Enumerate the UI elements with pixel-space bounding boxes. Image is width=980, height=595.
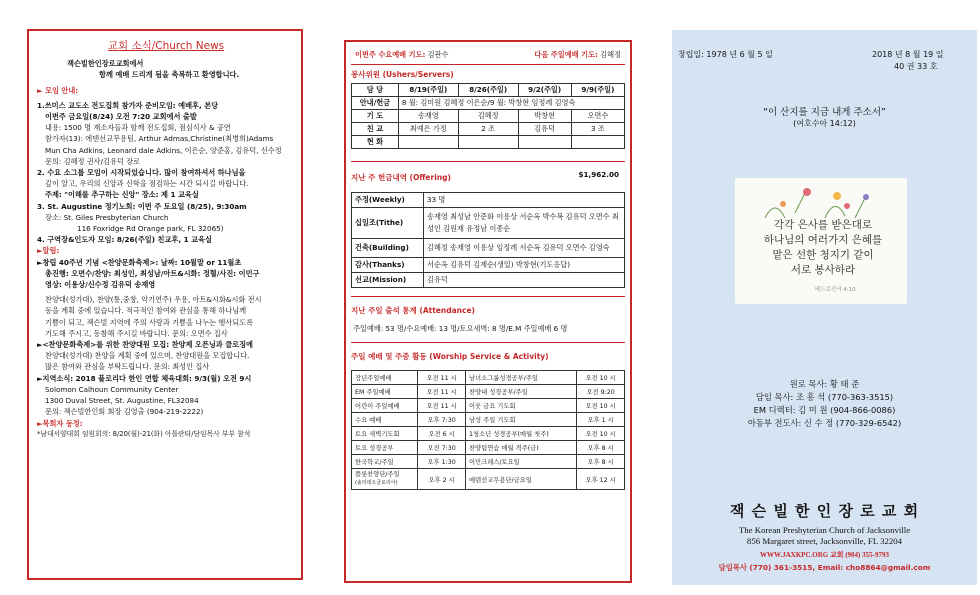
calligraphy-line: 서로 봉사하라 bbox=[790, 264, 856, 276]
church-name-english: The Korean Presbyterian Church of Jacksonville bbox=[738, 525, 911, 535]
table-cell: 1청소년 성경공부(매월 첫주) bbox=[465, 427, 576, 441]
table-cell: 오전 11 시 bbox=[418, 399, 466, 413]
table-cell: 3 조 bbox=[571, 123, 624, 136]
table-header: 담 당 bbox=[352, 84, 399, 97]
table-cell: 안내/헌금 bbox=[352, 97, 399, 110]
table-row bbox=[352, 413, 625, 427]
church-news-panel bbox=[27, 29, 303, 580]
meeting-item: 1.쓰미스 교도소 전도집회 참가자 준비모임: 예배후, 본당 bbox=[37, 100, 219, 110]
table-row bbox=[352, 427, 625, 441]
table-cell: 오전 11 시 bbox=[418, 371, 466, 385]
worship-table bbox=[351, 370, 625, 490]
table-cell: 오후 1 시 bbox=[577, 413, 625, 427]
notice-item: 찬양대(성가대), 찬양(통,중창, 악기연주) 우용, 아트&시화&시화 전시 bbox=[45, 295, 262, 305]
cover-panel bbox=[672, 30, 977, 585]
table-cell bbox=[458, 136, 518, 149]
staff-line: 원로 목사: 황 태 준 bbox=[789, 379, 860, 389]
meeting-item: 3. St. Augustine 정기노회: 이번 주 토요일 (8/25), 9:30am bbox=[37, 201, 247, 211]
notice-item: 기쁨이 되고, 잭슨빌 지역에 주의 사랑과 기쁨을 나누는 행사되도록 bbox=[45, 317, 254, 327]
news-title: 교회 소식/Church News bbox=[107, 40, 225, 52]
table-cell: 오후 2 시 bbox=[418, 469, 466, 490]
table-cell: 오후 7:30 bbox=[418, 413, 466, 427]
table-cell: 찬양대 성경공부/주일 bbox=[465, 385, 576, 399]
meeting-item: Mun Cha Adkins, Leonard dale Adkins, 이은순, 양준홍, 김유덕, 신수정 bbox=[45, 145, 282, 155]
offering-table bbox=[351, 192, 625, 288]
wed-prayer-value: 김판수 bbox=[427, 50, 449, 59]
calligraphy-line: 하나님의 여러가지 은혜를 bbox=[763, 234, 883, 246]
table-header: 8/19(주일) bbox=[398, 84, 458, 97]
table-cell: 최예은 가정 bbox=[398, 123, 458, 136]
table-cell: 선교(Mission) bbox=[352, 273, 424, 288]
table-row bbox=[352, 258, 625, 273]
table-cell: 건축(Building) bbox=[352, 239, 424, 258]
table-row bbox=[352, 455, 625, 469]
table-header: 9/9(주일) bbox=[571, 84, 624, 97]
table-cell: 오전 10 시 bbox=[577, 399, 625, 413]
table-cell: 박창현 bbox=[518, 110, 571, 123]
table-cell: EM 주일예배 bbox=[352, 385, 418, 399]
table-cell: 현 화 bbox=[352, 136, 399, 149]
table-row bbox=[352, 371, 625, 385]
wed-prayer-label: 이번주 수요예배 기도: bbox=[355, 50, 426, 59]
table-cell: 오후 8 시 bbox=[577, 441, 625, 455]
table-cell: 오후 1:30 bbox=[418, 455, 466, 469]
notice-heading: ►알림: bbox=[37, 246, 60, 256]
notice-item: ►<찬양문화축제>를 위한 찬양대원 모집: 찬양제 오픈닝과 클로징에 bbox=[37, 340, 253, 350]
table-row bbox=[352, 84, 625, 97]
ushers-heading: 봉사위원 (Ushers/Servers) bbox=[351, 70, 454, 79]
table-cell bbox=[518, 136, 571, 149]
table-cell: 토요 성경공부 bbox=[352, 441, 418, 455]
table-cell: 오면수 bbox=[571, 110, 624, 123]
meeting-item: 내용: 1500 명 재소자들과 함께 전도집회, 점심식사 & 공연 bbox=[45, 123, 231, 133]
table-row bbox=[352, 136, 625, 149]
calligraphy-line: 각각 은사를 받은대로 bbox=[774, 219, 872, 231]
table-cell: 토요 새벽기도회 bbox=[352, 427, 418, 441]
table-header: 9/2(주일) bbox=[518, 84, 571, 97]
meeting-item: 이번주 금요일(8/24) 오전 7:20 교회에서 출발 bbox=[45, 112, 197, 122]
table-cell: 찬양팀연습 매월 격주(금) bbox=[465, 441, 576, 455]
meeting-item: 장소: St. Giles Presbyterian Church bbox=[45, 212, 169, 222]
table-cell: 기 도 bbox=[352, 110, 399, 123]
verse-title: “이 산지를 지금 내게 주소서” bbox=[763, 107, 886, 118]
table-cell: 김유덕 bbox=[518, 123, 571, 136]
table-cell: 8 월: 김미원 김혜정 이은순/9 월: 박창현 임정례 김영숙 bbox=[398, 97, 624, 110]
calligraphy-reference: 베드로전서 4:10 bbox=[815, 287, 856, 293]
calligraphy-image bbox=[735, 178, 907, 304]
notice-item: 찬양대(성가대) 찬양을 계획 중에 있으며, 찬양대원을 모집합니다. bbox=[45, 351, 250, 361]
worship-heading: 주일 예배 및 주중 활동 (Worship Service & Activity) bbox=[351, 352, 549, 361]
calligraphy-line: 맡은 선한 청지기 같이 bbox=[772, 249, 874, 261]
table-cell: 한국학교/주일 bbox=[352, 455, 418, 469]
sun-prayer-label: 다음 주일예배 기도: bbox=[534, 50, 598, 59]
table-cell: 남녀소그룹성경공부/주일 bbox=[465, 371, 576, 385]
table-row bbox=[352, 193, 625, 208]
notice-item: ►창립 40주년 기념 <찬양문화축제>: 날짜: 10월말 or 11월초 bbox=[37, 257, 242, 267]
table-row bbox=[352, 469, 625, 490]
table-row bbox=[352, 239, 625, 258]
welcome-line-1: 잭슨빌한인장로교회에서 bbox=[67, 59, 144, 69]
table-cell: 서순옥 김유덕 김재순(생일) 박창현(기도응답) bbox=[424, 258, 625, 273]
table-row bbox=[352, 208, 625, 239]
meeting-item: 116 Foxridge Rd Orange park, FL 32065) bbox=[77, 224, 224, 234]
meeting-item: 주제: "이해를 추구하는 신앙" 장소: 제 1 교육실 bbox=[45, 190, 199, 200]
founded-date: 창립일: 1978 년 6 월 5 일 bbox=[678, 50, 773, 59]
table-cell: 오전 10 시 bbox=[577, 427, 625, 441]
staff-line: EM 디렉터: 김 미 원 (904-866-0086) bbox=[753, 405, 896, 415]
table-cell: 2 조 bbox=[458, 123, 518, 136]
church-address: 856 Margaret street, Jacksonville, FL 32204 bbox=[746, 536, 903, 546]
pastor-item: *남대서양대회 임원회의: 8/20(월)-21(화) 아틀란타/담임목사 부부 참석 bbox=[37, 429, 251, 438]
table-cell: 주정(Weekly) bbox=[352, 193, 424, 208]
staff-line: 아동부 전도사: 신 수 정 (770-329-6542) bbox=[747, 418, 902, 428]
table-cell: 이민크래스/토요일 bbox=[465, 455, 576, 469]
notice-item: 기도해 주시고, 동참해 주시길 바랍니다. 문의: 오면수 집사 bbox=[45, 328, 228, 338]
table-cell: 송재영 bbox=[398, 110, 458, 123]
table-header: 8/26(주일) bbox=[458, 84, 518, 97]
table-cell: 오전 10 시 bbox=[577, 371, 625, 385]
ushers-table bbox=[351, 83, 625, 149]
table-row bbox=[352, 97, 625, 110]
table-row bbox=[352, 385, 625, 399]
table-cell: 친 교 bbox=[352, 123, 399, 136]
notice-item: 등을 계획 중에 있습니다. 적극적인 참여와 관심을 통해 하나님께 bbox=[45, 306, 247, 316]
notice-item: ►지역소식: 2018 플로리다 한인 연합 체육대회: 9/3(월) 오전 9시 bbox=[37, 373, 252, 383]
church-website[interactable]: WWW.JAXKPC.ORG 교회 (904) 355-9793 bbox=[760, 551, 889, 559]
table-cell bbox=[352, 469, 418, 490]
notice-item: Solomon Calhoun Community Center bbox=[45, 384, 179, 394]
table-cell: 남성 주일 기도회 bbox=[465, 413, 576, 427]
table-cell: 오전 7:30 bbox=[418, 441, 466, 455]
table-cell: 오후 12 시 bbox=[577, 469, 625, 490]
attendance-text: 주일예배: 53 명/수요예배: 13 명/토요새벽: 8 명/E.M 주일예배 6 명 bbox=[353, 324, 568, 333]
offering-heading: 지난 주 헌금내역 (Offering) bbox=[351, 173, 451, 182]
table-cell: 에덴선교무용단/금요일 bbox=[465, 469, 576, 490]
staff-line: 담임 목사: 조 흥 석 (770-363-3515) bbox=[755, 392, 894, 402]
table-cell: 오전 6 시 bbox=[418, 427, 466, 441]
table-cell: 어린이 주일예배 bbox=[352, 399, 418, 413]
verse-reference: (여호수아 14:12) bbox=[793, 119, 856, 128]
meeting-item: 문의: 김혜정 권사/김유덕 장로 bbox=[45, 156, 141, 166]
notice-item: 총진행: 오면수/찬양: 최성인, 최성남/아트&시화: 정혈/사진: 이민구 bbox=[45, 268, 260, 278]
service-info-panel bbox=[344, 40, 632, 583]
meeting-item: 참가자(13): 에덴선교무용팀, Arthur Admas,Christine(최병희)Adams bbox=[45, 134, 274, 144]
welcome-line-2: 함께 예배 드리게 됨을 축복하고 환영합니다. bbox=[99, 70, 240, 80]
table-row bbox=[352, 399, 625, 413]
notice-item: 1300 Duval Street, St. Augustine, FL32084 bbox=[45, 396, 199, 406]
table-row bbox=[352, 123, 625, 136]
meeting-item: 4. 구역장&인도자 모임: 8/26(주일) 친교후, 1 교육실 bbox=[37, 235, 212, 245]
table-cell: 오전 9:20 bbox=[577, 385, 625, 399]
table-row bbox=[352, 110, 625, 123]
volume-number: 40 권 33 호 bbox=[894, 62, 938, 71]
notice-item: 문의: 잭슨빌한인회 회장 김영출 (904-219-2222) bbox=[45, 407, 204, 417]
table-cell: 송재영 최성남 안준화 이용상 서순옥 박수복 김유덕 오면수 최성인 김원재 유정남 이종순 bbox=[424, 208, 625, 239]
meeting-item: 깊이 알고, 우리의 신앙과 신학을 점검하는 시간 되시길 바랍니다. bbox=[45, 179, 249, 189]
table-cell: 이웃 금요 기도회 bbox=[465, 399, 576, 413]
bulletin-date: 2018 년 8 월 19 일 bbox=[872, 50, 944, 59]
table-cell: 김혜정 송재영 이용상 임정례 서순옥 김유덕 오면수 김영숙 bbox=[424, 239, 625, 258]
meeting-heading: ► 모임 안내: bbox=[37, 85, 79, 95]
table-row bbox=[352, 441, 625, 455]
sun-prayer-value: 김혜정 bbox=[600, 50, 621, 59]
table-cell: 33 명 bbox=[424, 193, 625, 208]
table-cell bbox=[571, 136, 624, 149]
meeting-item: 2. 수요 소그룹 모임이 시작되었습니다. 많이 참여하셔서 하나님을 bbox=[37, 168, 246, 178]
worship-note: (솔리데오클로리아) bbox=[355, 480, 398, 486]
table-cell: 장년주일예배 bbox=[352, 371, 418, 385]
attendance-heading: 지난 주일 출석 통계 (Attendance) bbox=[351, 306, 475, 315]
pastor-contact[interactable]: 담임목사 (770) 361-3515, Email: cho8864@gmail.com bbox=[718, 563, 931, 572]
offering-total: $1,962.00 bbox=[578, 170, 619, 179]
table-cell: 십일조(Tithe) bbox=[352, 208, 424, 239]
table-cell-text: 플룻찬양단/주일 bbox=[355, 471, 400, 478]
notice-item: 영상: 이용상/신수정 김유덕 송재영 bbox=[45, 280, 156, 290]
church-name-korean: 잭 슨 빌 한 인 장 로 교 회 bbox=[729, 502, 920, 520]
table-cell: 김유덕 bbox=[424, 273, 625, 288]
table-cell: 오전 11 시 bbox=[418, 385, 466, 399]
table-cell: 감사(Thanks) bbox=[352, 258, 424, 273]
table-row bbox=[352, 273, 625, 288]
pastor-heading: ►목회자 동정: bbox=[37, 418, 83, 428]
table-cell bbox=[398, 136, 458, 149]
table-cell: 오후 8 시 bbox=[577, 455, 625, 469]
notice-item: 많은 참여와 관심을 부탁드립니다. 문의: 최성인 집사 bbox=[45, 362, 210, 372]
table-cell: 수요 예배 bbox=[352, 413, 418, 427]
table-cell: 김혜정 bbox=[458, 110, 518, 123]
